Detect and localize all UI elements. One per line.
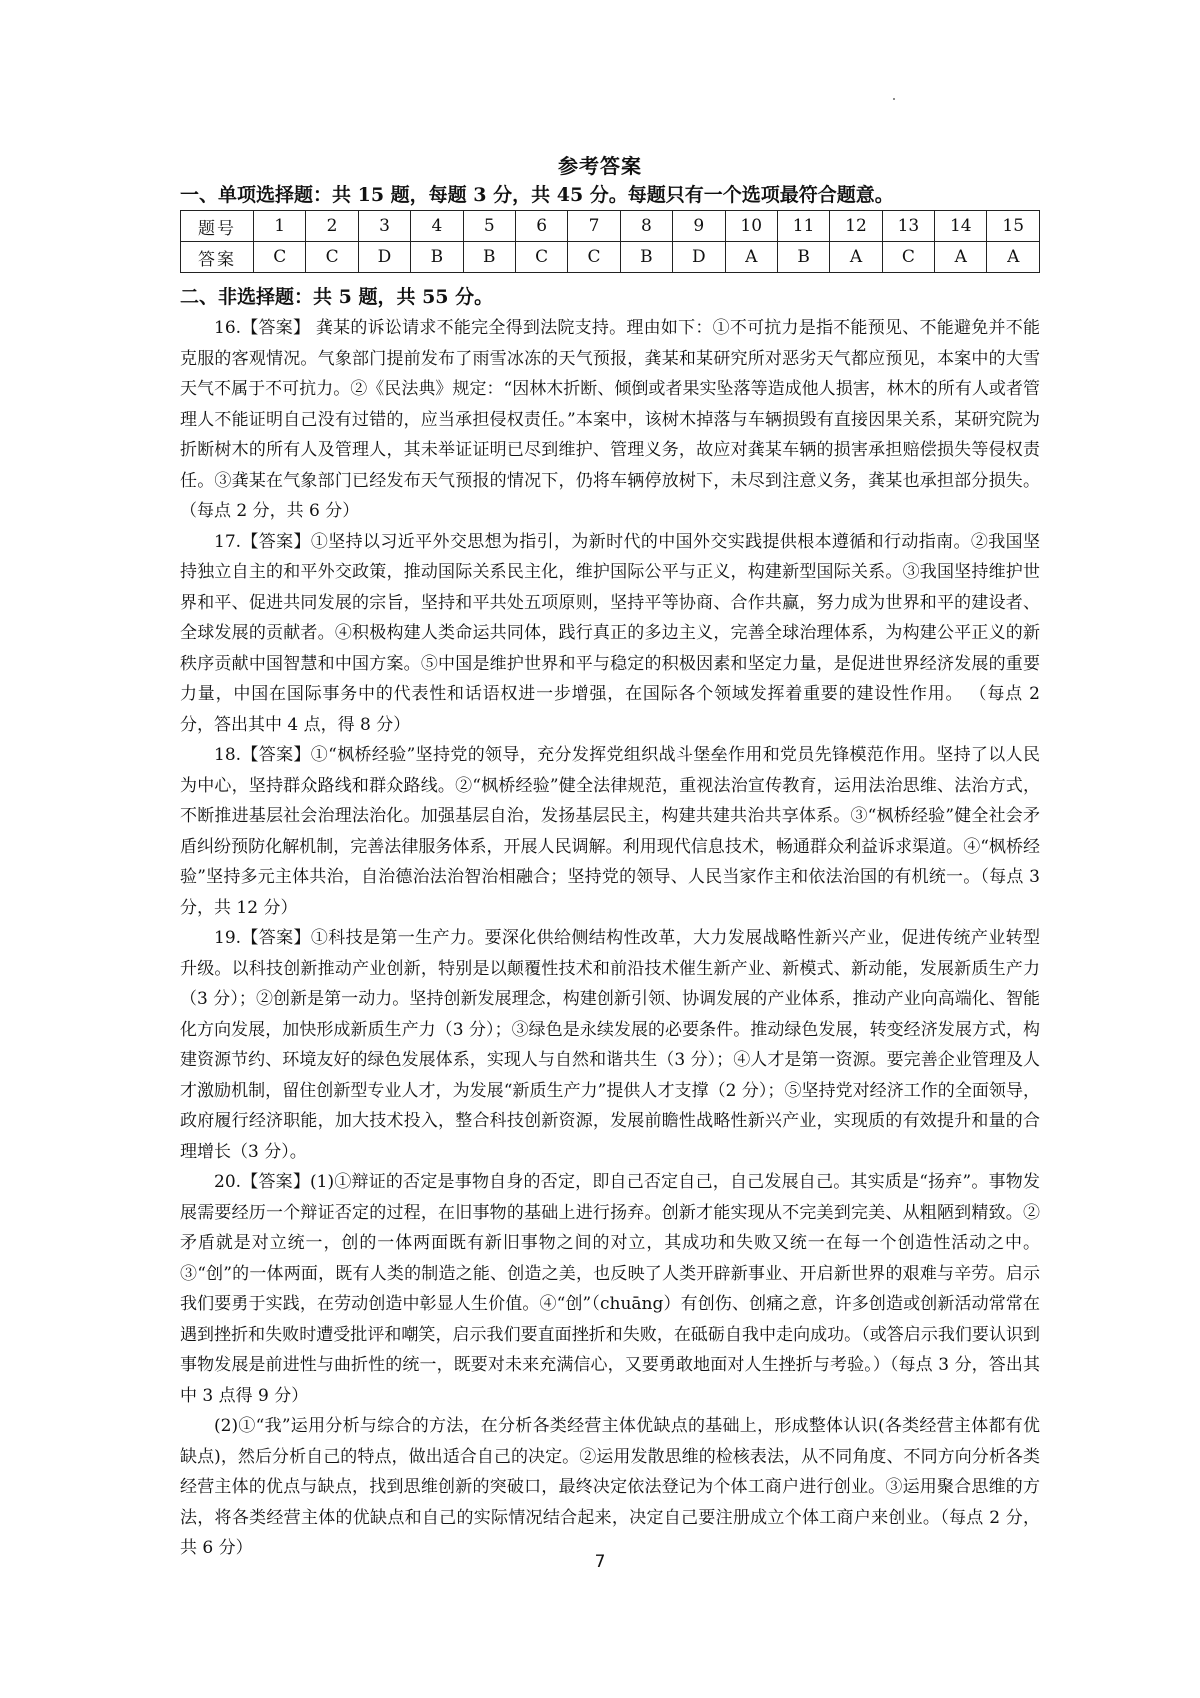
question-number-cell: 8 [620, 211, 672, 242]
answer-cell: B [411, 242, 463, 273]
question-number-cell: 15 [987, 211, 1040, 242]
table-row-answers [181, 242, 1040, 273]
answer-cell: C [882, 242, 934, 273]
question-number-cell: 1 [254, 211, 306, 242]
answer-paragraph-20-1: 20.【答案】(1)①辩证的否定是事物自身的否定，即自己否定自己，自己发展自己。其实质是“扬弃”。事物发展需要经历一个辩证否定的过程，在旧事物的基础上进行扬弃。创新才能实现从不完美到完美、从粗陋到精致。②矛盾就是对立统一，创的一体两面既有新旧事物之间的对立，其成功和失败又统一在每一个创造性活动之中。③“创”的一体两面，既有人类的制造之能、创造之美，也反映了人类开辟新事业、开启新世界的艰难与辛劳。启示我们要勇于实践，在劳动创造中彰显人生价值。④“创”（chuāng）有创伤、创痛之意，许多创造或创新活动常常在遇到挫折和失败时遭受批评和嘲笑，启示我们要直面挫折和失败，在砥砺自我中走向成功。（或答启示我们要认识到事物发展是前进性与曲折性的统一，既要对未来充满信心，又要勇敢地面对人生挫折与考验。）（每点 3 分，答出其中 3 点得 9 分） [180, 1172, 1040, 1406]
table-row-label: 答案 [181, 242, 254, 273]
answer-body [180, 313, 1040, 1564]
answer-cell: B [463, 242, 515, 273]
answer-paragraph-18: 18.【答案】①“枫桥经验”坚持党的领导，充分发挥党组织战斗堡垒作用和党员先锋模范作用。坚持了以人民为中心，坚持群众路线和群众路线。②“枫桥经验”健全法律规范，重视法治宣传教育，运用法治思维、法治方式，不断推进基层社会治理法治化。加强基层自治，发扬基层民主，构建共建共治共享体系。③“枫桥经验”健全社会矛盾纠纷预防化解机制，完善法律服务体系，开展人民调解。利用现代信息技术，畅通群众利益诉求渠道。④“枫桥经验”坚持多元主体共治，自治德治法治智治相融合；坚持党的领导、人民当家作主和依法治国的有机统一。（每点 3 分，共 12 分） [180, 745, 1040, 918]
answer-paragraph-16: 16.【答案】 龚某的诉讼请求不能完全得到法院支持。理由如下：①不可抗力是指不能预见、不能避免并不能克服的客观情况。气象部门提前发布了雨雪冰冻的天气预报，龚某和某研究所对恶劣天气都应预见，本案中的大雪天气不属于不可抗力。②《民法典》规定：“因林木折断、倾倒或者果实坠落等造成他人损害，林木的所有人或者管理人不能证明自己没有过错的，应当承担侵权责任。”本案中，该树木掉落与车辆损毁有直接因果关系，某研究院为折断树木的所有人及管理人，其未举证证明已尽到维护、管理义务，故应对龚某车辆的损害承担赔偿损失等侵权责任。③龚某在气象部门已经发布天气预报的情况下，仍将车辆停放树下，未尽到注意义务，龚某也承担部分损失。（每点 2 分，共 6 分） [180, 318, 1040, 521]
answer-paragraph-17: 17.【答案】①坚持以习近平外交思想为指引，为新时代的中国外交实践提供根本遵循和行动指南。②我国坚持独立自主的和平外交政策，推动国际关系民主化，维护国际公平与正义，构建新型国际关系。③我国坚持维护世界和平、促进共同发展的宗旨，坚持和平共处五项原则，坚持平等协商、合作共赢，努力成为世界和平的建设者、全球发展的贡献者。④积极构建人类命运共同体，践行真正的多边主义，完善全球治理体系，为构建公平正义的新秩序贡献中国智慧和中国方案。⑤中国是维护世界和平与稳定的积极因素和坚定力量，是促进世界经济发展的重要力量，中国在国际事务中的代表性和话语权进一步增强，在国际各个领域发挥着重要的建设性作用。 （每点 2 分，答出其中 4 点，得 8 分） [180, 531, 1040, 735]
answer-table [180, 210, 1040, 273]
section2-heading: 二、非选择题：共 5 题，共 55 分。 [180, 286, 494, 308]
answer-paragraph-20-2: (2)①“我”运用分析与综合的方法，在分析各类经营主体优缺点的基础上，形成整体认识(各类经营主体都有优缺点)，然后分析自己的特点，做出适合自己的决定。②运用发散思维的检核表法，从不同角度、不同方向分析各类经营主体的优点与缺点，找到思维创新的突破口，最终决定依法登记为个体工商户进行创业。③运用聚合思维的方法，将各类经营主体的优缺点和自己的实际情况结合起来，决定自己要注册成立个体工商户来创业。（每点 2 分，共 6 分） [180, 1416, 1040, 1558]
answer-cell: A [830, 242, 882, 273]
answer-cell: C [306, 242, 358, 273]
question-number-cell: 14 [935, 211, 987, 242]
page-number: 7 [594, 1552, 606, 1572]
scan-speck [893, 98, 895, 100]
question-number-cell: 9 [673, 211, 725, 242]
question-number-cell: 5 [463, 211, 515, 242]
answer-cell: A [987, 242, 1040, 273]
question-number-cell: 2 [306, 211, 358, 242]
question-number-cell: 10 [725, 211, 777, 242]
question-number-cell: 4 [411, 211, 463, 242]
answer-cell: D [358, 242, 410, 273]
answer-cell: C [254, 242, 306, 273]
answer-cell: D [673, 242, 725, 273]
answer-cell: B [777, 242, 829, 273]
question-number-cell: 6 [515, 211, 567, 242]
question-number-cell: 7 [568, 211, 620, 242]
question-number-cell: 13 [882, 211, 934, 242]
table-row-label: 题号 [181, 211, 254, 242]
table-row-numbers [181, 211, 1040, 242]
answer-cell: C [568, 242, 620, 273]
question-number-cell: 12 [830, 211, 882, 242]
question-number-cell: 3 [358, 211, 410, 242]
section1-heading: 一、单项选择题：共 15 题，每题 3 分，共 45 分。每题只有一个选项最符合题意。 [180, 184, 894, 206]
answer-cell: B [620, 242, 672, 273]
answer-cell: C [515, 242, 567, 273]
answer-cell: A [725, 242, 777, 273]
page-title: 参考答案 [558, 154, 642, 178]
answer-paragraph-19: 19.【答案】①科技是第一生产力。要深化供给侧结构性改革，大力发展战略性新兴产业，促进传统产业转型升级。以科技创新推动产业创新，特别是以颠覆性技术和前沿技术催生新产业、新模式、新动能，发展新质生产力（3 分）；②创新是第一动力。坚持创新发展理念，构建创新引领、协调发展的产业体系，推动产业向高端化、智能化方向发展，加快形成新质生产力（3 分）；③绿色是永续发展的必要条件。推动绿色发展，转变经济发展方式，构建资源节约、环境友好的绿色发展体系，实现人与自然和谐共生（3 分）；④人才是第一资源。要完善企业管理及人才激励机制，留住创新型专业人才，为发展“新质生产力”提供人才支撑（2 分）；⑤坚持党对经济工作的全面领导，政府履行经济职能，加大技术投入，整合科技创新资源，发展前瞻性战略性新兴产业，实现质的有效提升和量的合理增长（3 分）。 [180, 928, 1040, 1162]
question-number-cell: 11 [777, 211, 829, 242]
answer-cell: A [935, 242, 987, 273]
